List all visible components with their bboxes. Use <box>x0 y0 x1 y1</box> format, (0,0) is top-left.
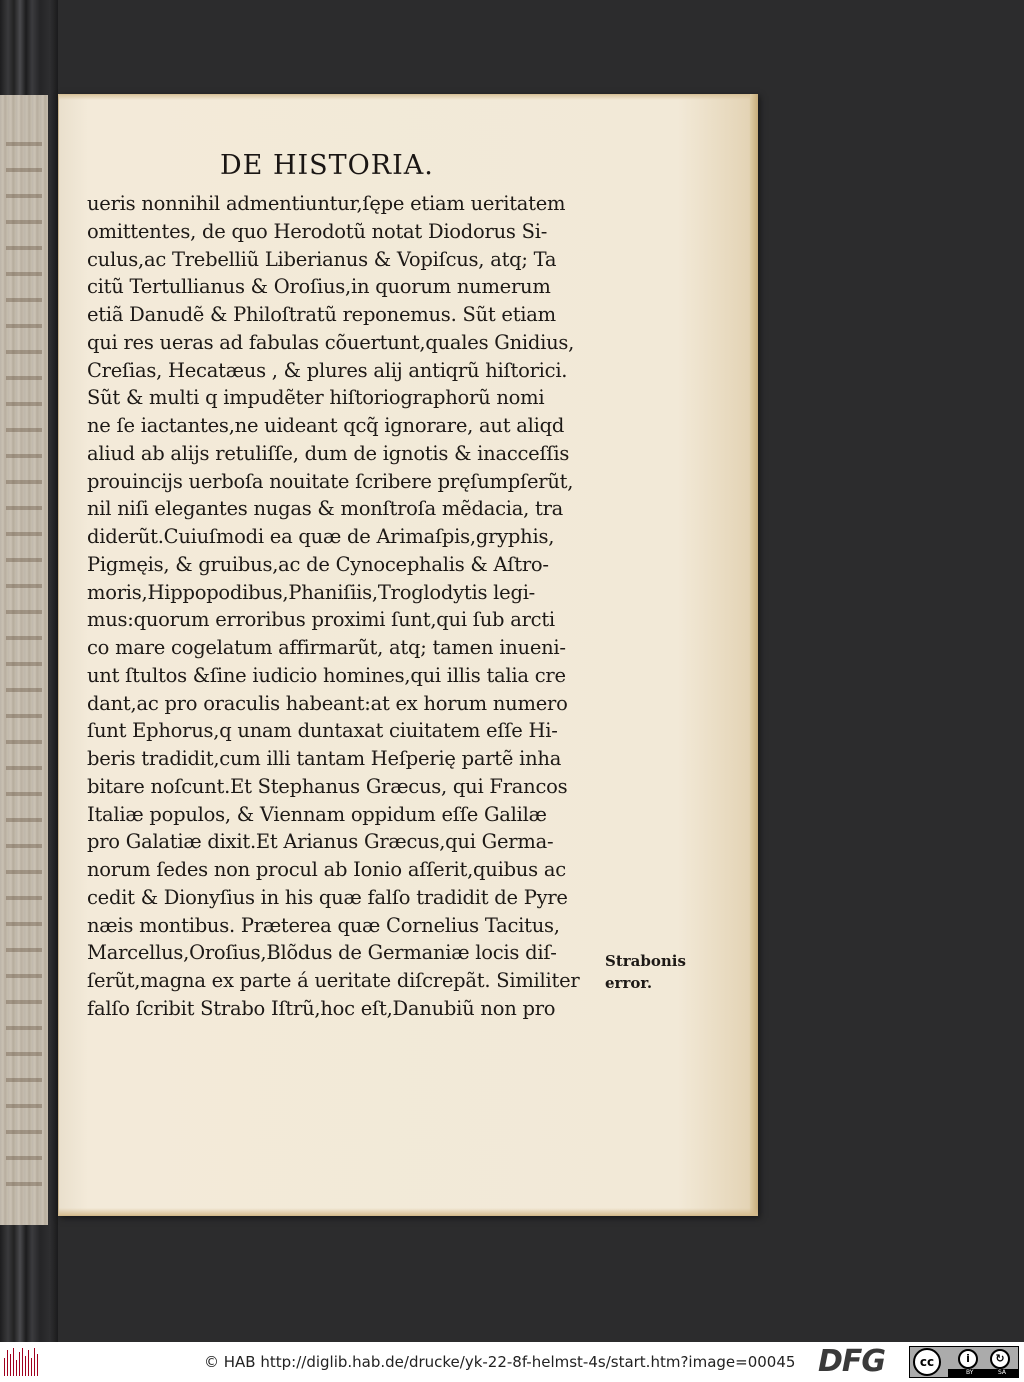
running-head: DE HISTORIA. <box>220 150 434 181</box>
hab-logo-bar <box>31 1358 32 1376</box>
text-line: næis montibus. Prӕterea quæ Cornelius Tacitus, <box>87 913 560 937</box>
hab-logo-bar <box>25 1356 26 1376</box>
license-strip <box>948 1369 1018 1377</box>
text-line: mus:quorum erroribus proximi ſunt,qui ſub arcti <box>87 608 555 632</box>
text-line: Italiæ populos, & Viennam oppidum eſſe Galilæ <box>87 802 547 826</box>
hab-logo-bar <box>22 1348 23 1376</box>
hab-logo-bar <box>7 1350 8 1376</box>
text-line: ſunt Ephorus,q unam duntaxat ciuitatem eſſe Hi- <box>87 719 558 743</box>
text-line: culus,ac Trebelliũ Liberianus & Vopiſcus, atq; Ta <box>87 247 557 271</box>
cc-license-badge[interactable] <box>909 1346 1019 1378</box>
text-line: ne ſe iactantes,ne uideant qcq̃ ignorare, aut aliqd <box>87 414 565 437</box>
text-line: Sũt & multi q impudẽter hiſtoriographorũ nomi <box>87 386 545 410</box>
text-line: etiã Danudẽ & Philoſtratũ reponemus. Sũt etiam <box>87 303 556 326</box>
hab-logo-bar <box>28 1350 29 1376</box>
text-line: prouincijs uerboſa nouitate ſcribere pręſumpſerũt, <box>87 469 574 493</box>
text-line: nil niſi elegantes nugas & monſtroſa mẽdacia, tra <box>87 497 564 521</box>
viewer-footer <box>0 1342 1024 1382</box>
text-line: Creſias, Hecatæus , & plures alij antiqrũ hiſtorici. <box>87 358 568 382</box>
text-line: ueris nonnihil admentiuntur,ſępe etiam ueritatem <box>87 192 566 215</box>
left-page-text-bleed <box>6 120 42 1200</box>
hab-logo-bar <box>4 1358 5 1376</box>
hab-logo-icon[interactable] <box>4 1348 38 1376</box>
text-line: falſo ſcribit Strabo Iſtrũ,hoc eſt,Danubiũ non pro <box>87 996 556 1020</box>
hab-logo-bar <box>13 1348 14 1376</box>
text-line: co mare cogelatum affirmarũt, atq; tamen inueni- <box>87 636 566 659</box>
text-line: citũ Tertullianus & Oroſius,in quorum numerum <box>87 275 551 299</box>
page-edge-right <box>750 94 758 1216</box>
attribution-icon: i <box>958 1349 978 1369</box>
cc-sa-label: SA <box>998 1369 1007 1376</box>
text-line: qui res ueras ad fabulas cõuertunt,quales Gnidius, <box>87 330 575 354</box>
source-link[interactable]: © HAB http://diglib.hab.de/drucke/yk-22-8f-helmst-4s/start.htm?image=00045 <box>204 1353 796 1371</box>
page-body-text <box>87 190 607 1023</box>
text-line: omittentes, de quo Herodotũ notat Diodorus Si- <box>87 219 548 243</box>
share-alike-icon: ↻ <box>990 1349 1010 1369</box>
marginal-note <box>605 950 686 994</box>
text-line: Marcellus,Oroſius,Blõdus de Germaniæ locis diſ- <box>87 941 557 965</box>
dfg-logo[interactable]: DFG <box>818 1344 886 1379</box>
text-line: norum ſedes non procul ab Ionio aſſerit,quibus ac <box>87 858 566 881</box>
page-edge-top <box>58 94 758 100</box>
cc-by-label: BY <box>966 1369 974 1376</box>
text-line: cedit & Dionyſius in his quæ falſo tradidit de Pyre <box>87 885 568 909</box>
text-line: moris,Hippopodibus,Phaniſiis,Troglodytis legi- <box>87 580 536 604</box>
hab-logo-bar <box>34 1348 35 1376</box>
hab-logo-bar <box>16 1360 17 1376</box>
marginal-note-line: error. <box>605 974 653 992</box>
text-line: aliud ab alijs retuliſſe, dum de ignotis & inacceſſis <box>87 441 570 465</box>
text-line: bitare noſcunt.Et Stephanus Græcus, qui Francos <box>87 774 568 798</box>
text-line: ſerũt,magna ex parte á ueritate diſcrepãt. Similiter <box>87 969 580 992</box>
hab-logo-bar <box>37 1354 38 1376</box>
text-line: dant,ac pro oraculis habeant:at ex horum numero <box>87 691 568 715</box>
hab-logo-bar <box>10 1354 11 1376</box>
hab-logo-bar <box>19 1352 20 1376</box>
text-line: diderũt.Cuiuſmodi ea quæ de Arimaſpis,gryphis, <box>87 525 555 548</box>
text-line: pro Galatiæ dixit.Et Arianus Græcus,qui Germa- <box>87 830 554 854</box>
page-edge-bottom <box>58 1208 758 1216</box>
text-line: beris tradidit,cum illi tantam Heſperię partẽ inha <box>87 747 562 770</box>
text-line: unt ſtultos &ſine iudicio homines,qui illis talia cre <box>87 663 566 687</box>
text-line: Pigmęis, & gruibus,ac de Cynocephalis & Aſtro- <box>87 552 549 576</box>
cc-icon: cc <box>913 1348 941 1376</box>
marginal-note-line: Strabonis <box>605 952 686 970</box>
